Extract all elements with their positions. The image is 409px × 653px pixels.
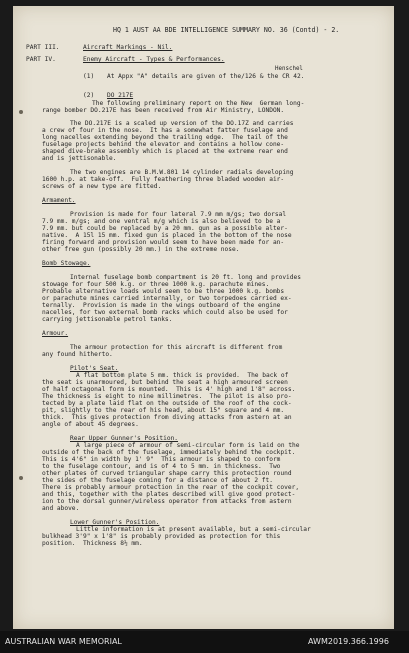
text-line: thick. This gives protection from diving attacks from astern at an [42, 414, 292, 421]
text-line: native. A 15l 15 mm. fixed gun is placed in the bottom of the nose [42, 232, 292, 239]
text-line: ternally. Provision is made in the wings outboard of the engine [42, 302, 281, 309]
text-line: other plates of curved triangular shape carry this protection round [42, 470, 292, 477]
text-line: pit, slightly to the rear of his head, about 15" square and 4 mm. [42, 407, 285, 414]
text-line: 1600 h.p. at take-off. Fully feathering three bladed wooden air- [42, 176, 285, 183]
text-line: carrying jettisonable petrol tanks. [42, 316, 173, 323]
text-line: a crew of four in the nose. It has a somewhat fatter fuselage and [42, 127, 288, 134]
footer-reference: AWM2019.366.1996 [308, 637, 389, 646]
text-line: A large piece of armour of semi-circular form is laid on the [76, 442, 300, 449]
subheading: Rear Upper Gunner's Position. [70, 435, 179, 442]
text-line: the sides of the fuselage coming for a distance of about 2 ft. [42, 477, 273, 484]
text-line: Internal fuselage bomb compartment is 20 ft. long and provides [70, 274, 301, 281]
text-line: long nacelles extending beyond the trailing edge. The tail of the [42, 134, 288, 141]
text-line: fuselage projects behind the elevator and contains a hollow cone- [42, 141, 285, 148]
section-title: Enemy Aircraft - Types & Performances. [83, 56, 225, 63]
text-line: and is jettisonable. [42, 155, 117, 162]
text-line: stowage for four 500 k.g. or three 1000 k.g. parachute mines. [42, 281, 270, 288]
section-title: Aircraft Markings - Nil. [83, 44, 173, 51]
text-line: ion to the dorsal gunner/wireless operator from attacks from astern [42, 498, 292, 505]
text-line: to the fuselage contour, and is of 4 to 5 mm. in thickness. Two [42, 463, 281, 470]
text-line: nacelles, for two external bomb racks which could also be used for [42, 309, 288, 316]
text-line: firing forward and provision would seem to have been made for an- [42, 239, 285, 246]
item-number: (2) [83, 92, 95, 99]
subheading: Armament. [42, 197, 76, 204]
text-line: tected by a plate laid flat on the outside of the roof of the cock- [42, 400, 292, 407]
text-line: Provision is made for four lateral 7.9 mm m/gs; two dorsal [70, 211, 287, 218]
text-line: and this, together with the plates described will give good protect- [42, 491, 296, 498]
section-number: PART III. [26, 44, 60, 51]
text-line: 7.9 mm. but could be replaced by a 20 mm. gun as a possible alter- [42, 225, 288, 232]
item-number: (1) [83, 73, 95, 80]
handwritten-insert: Henschel [275, 66, 303, 72]
text-line: other free gun (possibly 20 mm.) in the extreme nose. [42, 246, 240, 253]
subheading: Pilot's Seat. [70, 365, 119, 372]
text-line: shaped dive-brake assembly which is placed at the extreme rear end [42, 148, 288, 155]
text-line: The thickness is eight to nine millimetres. The pilot is also pro- [42, 393, 292, 400]
text-line: the seat is unarmoured, but behind the seat a high armoured screen [42, 379, 288, 386]
text-line: There is probably armour protection in the rear of the cockpit cover, [42, 484, 300, 491]
subheading: Lower Gunner's Position. [70, 519, 160, 526]
text-line: A flat bottom plate 5 mm. thick is provided. The back of [76, 372, 289, 379]
text-line: angle of about 45 degrees. [42, 421, 139, 428]
text-line: of half octagonal form is mounted. This is 4' high and 1'8" across. [42, 386, 296, 393]
subheading: Armour. [42, 330, 69, 337]
text-line: screws of a new type are fitted. [42, 183, 162, 190]
text-line: bulkhead 3'9" x 1'8" is probably provided as protection for this [42, 533, 281, 540]
text-line: This is 4'6" in width by 1' 9" This armour is shaped to conform [42, 456, 281, 463]
section-number: PART IV. [26, 56, 56, 63]
text-line: The armour protection for this aircraft is different from [70, 344, 283, 351]
text-line: The following preliminary report on the New German long- [92, 100, 305, 107]
text-line: outside of the back of the fuselage, immediately behind the cockpit. [42, 449, 296, 456]
punch-hole [19, 110, 23, 114]
text-line: Little information is at present available, but a semi-circular [76, 526, 311, 533]
subheading: Bomb Stowage. [42, 260, 91, 267]
page-header: HQ 1 AUST AA BDE INTELLIGENCE SUMMARY NO. 36 (Contd) - 2. [113, 26, 340, 34]
text-line: range bomber DO.217E has been received from Air Ministry, LONDON. [42, 107, 285, 114]
item-title: DO 217E [107, 92, 134, 99]
punch-hole [19, 476, 23, 480]
text-line: position. Thickness 8½ mm. [42, 540, 143, 547]
text-line: Probable alternative loads would seem to be three 1000 k.g. bombs [42, 288, 285, 295]
text-line: The two engines are B.M.W.801 14 cylinder radials developing [70, 169, 294, 176]
text-line: The DO.217E is a scaled up version of the DO.17Z and carries [70, 120, 294, 127]
document-page [13, 6, 394, 629]
item-text: At Appx "A" details are given of the/126 & the CR 42. [107, 73, 305, 80]
footer-credit: AUSTRALIAN WAR MEMORIAL [5, 637, 122, 646]
text-line: and above. [42, 505, 80, 512]
text-line: or parachute mines carried internally, or two torpedoes carried ex- [42, 295, 292, 302]
text-line: any found hitherto. [42, 351, 113, 358]
text-line: 7.9 mm. m/gs; and one ventral m/g which is also believed to be a [42, 218, 281, 225]
